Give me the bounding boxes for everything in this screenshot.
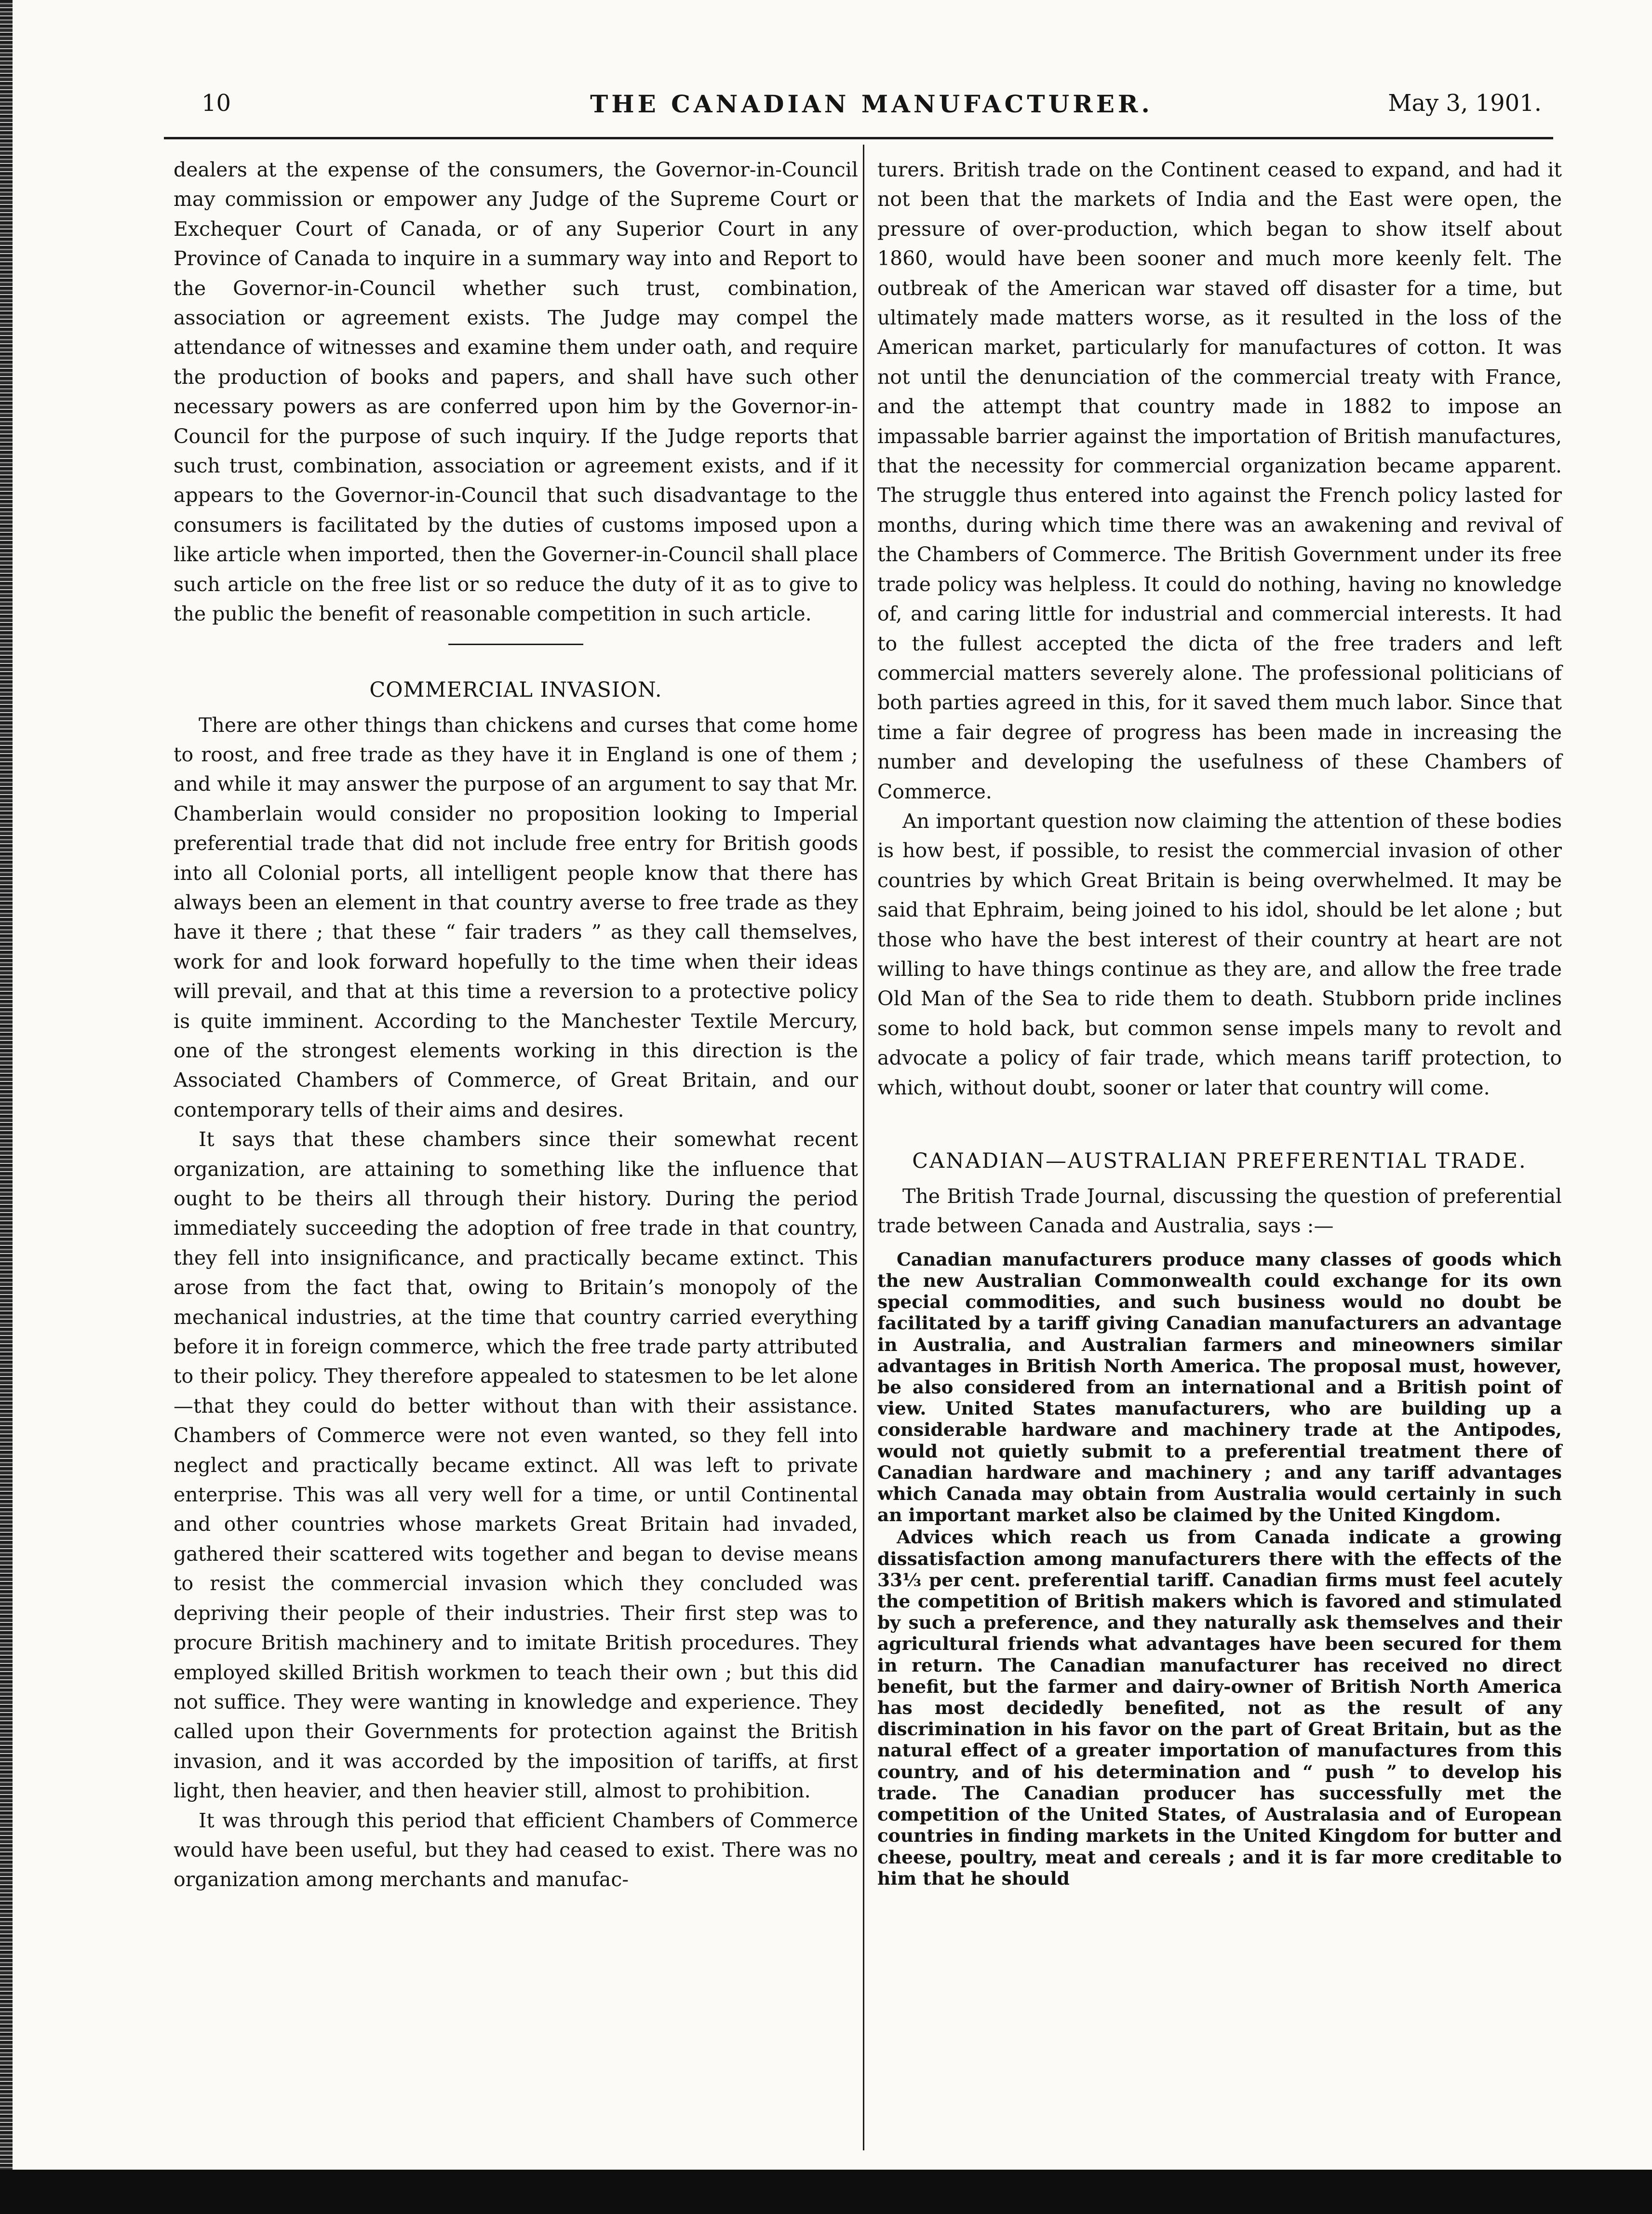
left-intro-paragraph: dealers at the expense of the consumers, the Governor-in-Council may commission or empower any Judge of the Supreme Court or Exchequer Court of Canada, or of any Superior Court in any Province of Canada to inquire in a summary way into and Report to the Governor-in-Council whether such trust, combination, association or agreement exists. The Judge may compel the attendance of witnesses and examine them under oath, and require the production of books and papers, and shall have such other necessary powers as are conferred upon him by the Governor-in-Council for the purpose of such inquiry. If the Judge reports that such trust, combination, association or agreement exists, and if it appears to the Governor-in-Council that such disadvantage to the consumers is facilitated by the duties of customs imposed upon a like article when imported, then the Governer-in-Council shall place such article on the free list or so reduce the duty of it as to give to the public the benefit of reasonable competition in such article.	[174, 158, 858, 626]
scan-edge-bottom	[0, 2170, 1652, 2214]
right-paragraph-2: An important question now claiming the attention of these bodies is how best, if possible, to resist the commercial invasion of other countries by which Great Britain is being overwhelmed. It may be said that Ephraim, being joined to his idol, should be let alone ; but those who have the best interest of their country at heart are not willing to have things continue as they are, and allow the free trade Old Man of the Sea to ride them to death. Stubborn pride inclines some to hold back, but common sense impels many to revolt and advocate a policy of fair trade, which means tariff protection, to which, without doubt, sooner or later that country will come.	[877, 809, 1562, 1099]
issue-date: May 3, 1901.	[1388, 90, 1542, 117]
page-header	[197, 90, 1546, 123]
preferential-trade-heading: CANADIAN—AUSTRALIAN PREFERENTIAL TRADE.	[912, 1149, 1527, 1173]
header-rule	[164, 137, 1553, 139]
right-column	[877, 155, 1562, 1889]
section-separator	[448, 644, 583, 645]
commercial-invasion-heading: COMMERCIAL INVASION.	[369, 677, 662, 702]
right-continuation-paragraph: turers. British trade on the Continent ceased to expand, and had it not been that the markets of India and the East were open, the pressure of over-production, which began to show itself about 1860, would have been sooner and much more keenly felt. The outbreak of the American war staved off disaster for a time, but ultimately made matters worse, as it resulted in the loss of the American market, particularly for manufactures of cotton. It was not until the denunciation of the commercial treaty with France, and the attempt that country made in 1882 to impose an impassable barrier against the importation of British manufactures, that the necessity for commercial organization became apparent. The struggle thus entered into against the French policy lasted for months, during which time there was an awakening and revival of the Chambers of Commerce. The British Government under its free trade policy was helpless. It could do nothing, having no knowledge of, and caring little for industrial and commercial interests. It had to the fullest accepted the dicta of the free traders and left commercial matters severely alone. The professional politicians of both parties agreed in this, for it saved them much labor. Since that time a fair degree of progress has been made in increasing the number and developing the usefulness of these Chambers of Commerce.	[877, 158, 1562, 803]
quoted-paragraph-2: Advices which reach us from Canada indicate a growing dissatisfaction among manufacturers there with the effects of the 33⅓ per cent. preferential tariff. Canadian firms must feel acutely the competition of British makers which is favored and stimulated by such a preference, and they naturally ask themselves and their agricultural friends what advantages have been secured for them in return. The Canadian manufacturer has received no direct benefit, but the farmer and dairy-owner of British North America has most decidedly benefited, not as the result of any discrimination in his favor on the part of Great Britain, but as the natural effect of a greater importation of manufactures from this country, and of his determination and “ push ” to develop his trade. The Canadian producer has successfully met the competition of the United States, of Australasia and of European countries in finding markets in the United Kingdom for butter and cheese, poultry, meat and cereals ; and it is far more creditable to him that he should	[877, 1526, 1562, 1889]
commercial-invasion-paragraph-2: It says that these chambers since their somewhat recent organization, are attaining to something like the influence that ought to be theirs all through their history. During the period immediately succeeding the adoption of free trade in that country, they fell into insignificance, and practically became extinct. This arose from the fact that, owing to Britain’s monopoly of the mechanical industries, at the time that country carried everything before it in foreign commerce, which the free trade party attributed to their policy. They therefore appealed to statesmen to be let alone—that they could do better without than with their assistance. Chambers of Commerce were not even wanted, so they fell into neglect and practically became extinct. All was left to private enterprise. This was all very well for a time, or until Continental and other countries whose markets Great Britain had invaded, gathered their scattered wits together and began to devise means to resist the commercial invasion which they concluded was depriving their people of their industries. Their first step was to procure British machinery and to imitate British procedures. They employed skilled British workmen to teach their own ; but this did not suffice. They were wanting in knowledge and experience. They called upon their Governments for protection against the British invasion, and it was accorded by the imposition of tariffs, at first light, then heavier, and then heavier still, almost to prohibition.	[174, 1128, 858, 1803]
column-divider	[863, 145, 864, 2150]
publication-title: THE CANADIAN MANUFACTURER.	[590, 90, 1153, 118]
page-number: 10	[201, 90, 231, 117]
quoted-article	[877, 1249, 1562, 1889]
commercial-invasion-paragraph-3: It was through this period that efficient Chambers of Commerce would have been useful, but they had ceased to exist. There was no organization among merchants and manufac-	[174, 1809, 858, 1891]
commercial-invasion-paragraph-1: There are other things than chickens and curses that come home to roost, and free trade as they have it in England is one of them ; and while it may answer the purpose of an argument to say that Mr. Chamberlain would consider no proposition looking to Imperial preferential trade that did not include free entry for British goods into all Colonial ports, all intelligent people know that there has always been an element in that country averse to free trade as they have it there ; that these “ fair traders ” as they call themselves, work for and look forward hopefully to the time when their ideas will prevail, and that at this time a reversion to a protective policy is quite imminent. According to the Manchester Textile Mercury, one of the strongest elements working in this direction is the Associated Chambers of Commerce, of Great Britain, and our contemporary tells of their aims and desires.	[174, 713, 858, 1121]
left-column	[174, 155, 858, 1895]
quoted-paragraph-1: Canadian manufacturers produce many classes of goods which the new Australian Commonwealth could exchange for its own special commodities, and such business would no doubt be facilitated by a tariff giving Canadian manufacturers an advantage in Australia, and Australian farmers and mineowners similar advantages in British North America. The proposal must, however, be also considered from an international and a British point of view. United States manufacturers, who are building up a considerable hardware and machinery trade at the Antipodes, would not quietly submit to a preferential treatment there of Canadian hardware and machinery ; and any tariff advantages which Canada may obtain from Australia would certainly in such an important market also be claimed by the United Kingdom.	[877, 1248, 1562, 1526]
scan-edge-left	[0, 0, 13, 2214]
preferential-trade-intro: The British Trade Journal, discussing the question of preferential trade between Canada and Australia, says :—	[877, 1185, 1562, 1238]
